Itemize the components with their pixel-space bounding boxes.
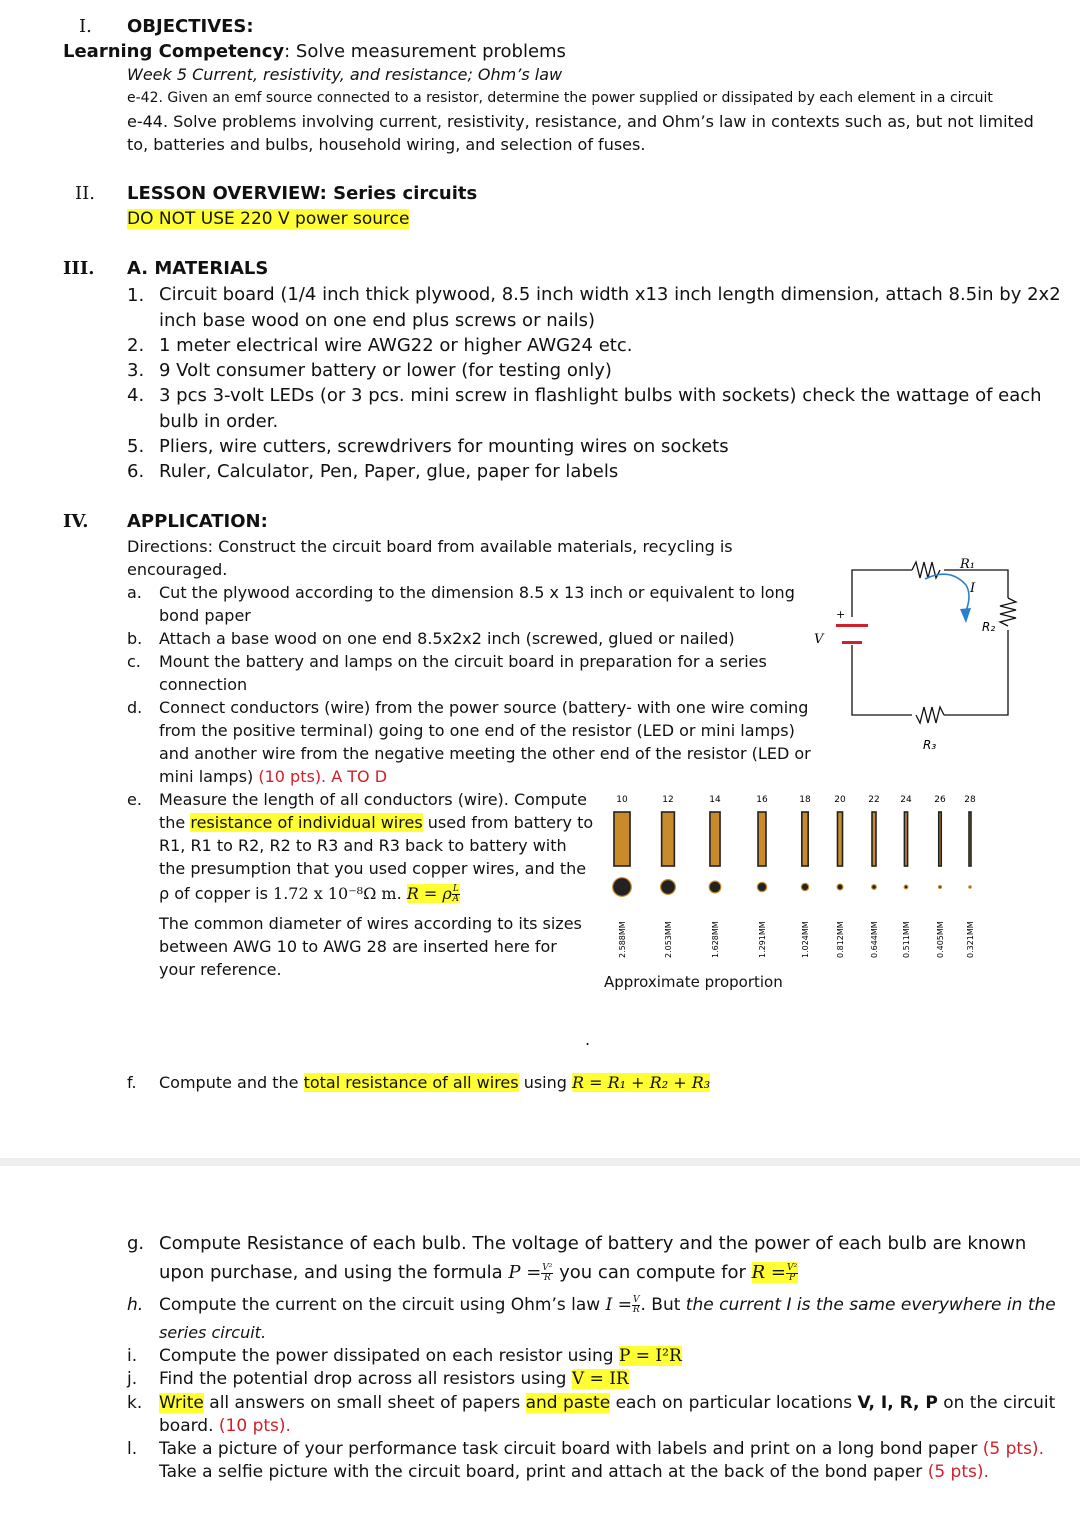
voltage-drop-formula: V = IR	[571, 1369, 629, 1389]
week-line: Week 5 Current, resistivity, and resistance; Ohm’s law	[127, 65, 563, 84]
battery-negative-plate	[842, 641, 862, 644]
awg-wire-section	[837, 884, 843, 890]
step-k-line1	[159, 1393, 1055, 1413]
step-e-line4: the presumption that you used copper wires, and the	[159, 859, 587, 878]
step-d-letter: d.	[127, 698, 143, 717]
step-k-text3: on the circuit	[937, 1393, 1056, 1413]
awg-gauge-label: 18	[799, 795, 811, 805]
awg-wire-section	[939, 886, 942, 889]
step-e-line7: between AWG 10 to AWG 28 are inserted here for	[159, 937, 557, 956]
rho-copper-text: ρ of copper is	[159, 884, 274, 903]
current-arrow	[925, 574, 969, 611]
material-1-line2: inch base wood on one end plus screws or nails)	[159, 310, 596, 331]
step-l-text2: Take a selfie picture with the circuit board, print and attach at the back of the bond paper	[159, 1462, 928, 1482]
ohms-law-num: V	[632, 1295, 640, 1305]
awg-gauge-label: 22	[868, 795, 880, 805]
circuit-wire-bottom-right	[944, 630, 1008, 715]
bulb-resistance-formula	[752, 1262, 798, 1283]
step-k-line2	[159, 1416, 291, 1436]
material-2-number: 2.	[127, 335, 145, 356]
step-g-text-a: upon purchase, and using the formula	[159, 1262, 509, 1283]
awg-diameter-label: 1.628MM	[711, 921, 720, 958]
bulb-resistance-lhs: R =	[751, 1262, 786, 1283]
circuit-wire-bottom-left	[852, 645, 912, 715]
material-4-line2: bulb in order.	[159, 411, 279, 432]
awg-gauge-label: 20	[834, 795, 846, 805]
step-j-line	[159, 1369, 629, 1389]
step-e-line2-a: the	[159, 813, 191, 832]
label-r1: R₁	[960, 557, 975, 572]
awg-wire-bar	[802, 812, 808, 866]
circuit-wire-top-left	[852, 570, 912, 617]
step-i-line	[159, 1346, 682, 1366]
page-divider	[0, 1158, 1080, 1166]
step-c-letter: c.	[127, 652, 141, 671]
awg-diameter-label: 2.053MM	[664, 921, 673, 958]
step-e-line8: your reference.	[159, 960, 282, 979]
awg-wire-section	[709, 881, 721, 893]
step-k-text2: each on particular locations	[610, 1393, 858, 1413]
step-l-text1: Take a picture of your performance task circuit board with labels and print on a long bond paper	[159, 1439, 983, 1459]
awg-marks	[613, 795, 976, 958]
battery-positive-plate	[836, 624, 868, 627]
label-plus: +	[836, 608, 846, 621]
awg-wire-bar	[872, 812, 876, 866]
awg-wire-section	[661, 880, 676, 895]
formula-den-A: A	[452, 894, 460, 904]
learning-competency	[63, 41, 566, 62]
step-c-line2: connection	[159, 675, 248, 694]
awg-wire-section	[872, 885, 877, 890]
step-c-line1: Mount the battery and lamps on the circuit board in preparation for a series	[159, 652, 767, 671]
awg-wire-bar	[614, 812, 630, 866]
resistor-r2	[1000, 598, 1016, 626]
material-3-line1: 9 Volt consumer battery or lower (for testing only)	[159, 360, 612, 381]
competency-e42: e-42. Given an emf source connected to a resistor, determine the power supplied or dissipated by each element in a circuit	[127, 90, 993, 106]
overview-heading	[127, 183, 477, 204]
material-1-line1: Circuit board (1/4 inch thick plywood, 8.5 inch width x13 inch length dimension, attach 8.5in by 2x2	[159, 284, 1061, 305]
step-g-line1: Compute Resistance of each bulb. The voltage of battery and the power of each bulb are known	[159, 1233, 1027, 1254]
awg-wire-section	[801, 883, 808, 890]
resistance-formula-lhs: R = ρ	[406, 884, 452, 903]
series-circuit-diagram	[800, 535, 1040, 765]
step-l-points2: (5 pts).	[927, 1462, 989, 1482]
step-f-highlight: total resistance of all wires	[303, 1073, 519, 1092]
awg-gauge-label: 26	[934, 795, 946, 805]
awg-wire-bar	[758, 812, 766, 866]
awg-wire-bar	[710, 812, 720, 866]
section-number-4: IV.	[63, 511, 89, 532]
step-l-line2	[159, 1462, 989, 1482]
awg-gauge-label: 10	[616, 795, 628, 805]
step-d-points: (10 pts). A TO D	[258, 767, 388, 786]
material-1-number: 1.	[127, 285, 145, 306]
power-formula	[508, 1262, 553, 1283]
step-k-letter: k.	[127, 1393, 143, 1413]
step-e-line5	[159, 884, 460, 904]
step-d-line1: Connect conductors (wire) from the power source (battery- with one wire coming	[159, 698, 809, 717]
materials-heading: A. MATERIALS	[127, 258, 269, 279]
objectives-heading	[127, 16, 254, 37]
awg-wire-section	[613, 878, 632, 897]
material-6-number: 6.	[127, 461, 145, 482]
step-h-line2: series circuit.	[159, 1323, 267, 1342]
step-e-line2	[159, 813, 593, 832]
step-g-letter: g.	[127, 1233, 145, 1254]
section-number-2: II.	[75, 183, 95, 204]
awg-diameter-label: 0.405MM	[936, 921, 945, 958]
awg-wire-section	[757, 882, 766, 891]
step-l-line1	[159, 1439, 1044, 1459]
material-3-number: 3.	[127, 360, 145, 381]
awg-diameter-label: 0.812MM	[836, 921, 845, 958]
step-a-letter: a.	[127, 583, 142, 602]
stray-dot: .	[585, 1030, 591, 1049]
competency-text: : Solve measurement problems	[284, 41, 566, 62]
step-b-letter: b.	[127, 629, 143, 648]
awg-diameter-label: 0.321MM	[966, 921, 975, 958]
bulb-resistance-den: P	[788, 1272, 796, 1283]
awg-diameter-label: 0.644MM	[870, 921, 879, 958]
current-arrow-head	[960, 608, 971, 623]
step-l-letter: l.	[127, 1439, 138, 1459]
step-h-line1	[159, 1295, 1056, 1315]
material-4-line1: 3 pcs 3-volt LEDs (or 3 pcs. mini screw in flashlight bulbs with sockets) check the wattage of each	[159, 385, 1042, 406]
step-a-line1: Cut the plywood according to the dimension 8.5 x 13 inch or equivalent to long	[159, 583, 795, 602]
power-formula-den: R	[543, 1272, 551, 1283]
step-h-letter: h.	[127, 1295, 144, 1315]
label-r2: R₂	[982, 620, 996, 634]
step-k-points: (10 pts).	[218, 1416, 291, 1436]
step-k-write: Write	[159, 1393, 204, 1413]
step-f-text-a: Compute and the	[159, 1073, 304, 1092]
step-i-text: Compute the power dissipated on each resistor using	[159, 1346, 619, 1366]
awg-diameter-label: 1.291MM	[758, 921, 767, 958]
competency-label: Learning Competency	[63, 41, 285, 62]
section-number-3: III.	[63, 258, 95, 279]
step-b-line1: Attach a base wood on one end 8.5x2x2 inch (screwed, glued or nailed)	[159, 629, 735, 648]
directions-line1: Directions: Construct the circuit board from available materials, recycling is	[127, 537, 733, 556]
rho-copper-value: 1.72 x 10⁻⁸Ω m.	[273, 884, 402, 903]
step-h-text-a: Compute the current on the circuit using Ohm’s law	[159, 1295, 606, 1315]
power-formula-lhs: P =	[508, 1262, 542, 1283]
overview-title: LESSON OVERVIEW	[127, 183, 320, 204]
awg-gauge-label: 12	[662, 795, 674, 805]
section-number-1: I.	[79, 16, 92, 37]
awg-wire-chart	[600, 790, 990, 970]
formula-num-L: L	[452, 884, 459, 894]
power-formula-num: V²	[542, 1262, 553, 1273]
directions-line2: encouraged.	[127, 560, 228, 579]
power-source-warning: DO NOT USE 220 V power source	[127, 209, 410, 229]
label-r3: R₃	[923, 738, 937, 752]
awg-gauge-label: 14	[709, 795, 721, 805]
awg-wire-section	[969, 886, 971, 888]
material-5-number: 5.	[127, 436, 145, 457]
step-j-text: Find the potential drop across all resistors using	[159, 1369, 572, 1389]
step-g-text-b: you can compute for	[553, 1262, 752, 1283]
competency-e44-line1: e-44. Solve problems involving current, resistivity, resistance, and Ohm’s law in contexts such as, but not limited	[127, 112, 1034, 131]
overview-subtitle: : Series circuits	[319, 183, 478, 204]
awg-diameter-label: 0.511MM	[902, 921, 911, 958]
step-a-line2: bond paper	[159, 606, 251, 625]
step-e-line2-b: used from battery to	[422, 813, 594, 832]
step-e-line6: The common diameter of wires according to its sizes	[159, 914, 582, 933]
step-d-line2: from the positive terminal) going to one end of the resistor (LED or mini lamps)	[159, 721, 795, 740]
ohms-law-den: R	[632, 1305, 640, 1315]
step-e-line3: R1, R1 to R2, R2 to R3 and R3 back to battery with	[159, 836, 567, 855]
competency-e44-line2: to, batteries and bulbs, household wiring, and selection of fuses.	[127, 135, 646, 154]
application-heading: APPLICATION:	[127, 511, 268, 532]
resistor-r3	[916, 707, 944, 723]
awg-wire-bar	[904, 812, 907, 866]
step-e-letter: e.	[127, 790, 142, 809]
power-dissipated-formula: P = I²R	[618, 1346, 682, 1366]
step-j-letter: j.	[127, 1369, 138, 1389]
label-current: I	[970, 581, 976, 596]
awg-gauge-label: 24	[900, 795, 912, 805]
material-4-number: 4.	[127, 385, 145, 406]
awg-wire-bar	[969, 812, 971, 866]
awg-diameter-label: 2.588MM	[618, 921, 627, 958]
material-5-line1: Pliers, wire cutters, screwdrivers for mounting wires on sockets	[159, 436, 729, 457]
step-d-text: mini lamps)	[159, 767, 259, 786]
resistance-formula	[407, 884, 460, 903]
step-i-letter: i.	[127, 1346, 138, 1366]
ohms-law-lhs: I =	[605, 1295, 632, 1315]
step-f-letter: f.	[127, 1073, 137, 1092]
awg-caption: Approximate proportion	[604, 973, 783, 991]
circuit-wire-top-right	[944, 570, 1008, 598]
ohms-law-formula	[606, 1295, 641, 1315]
step-g-line2	[159, 1262, 798, 1283]
step-k-board: board.	[159, 1416, 219, 1436]
step-f-text-b: using	[518, 1073, 572, 1092]
step-h-text-b: . But	[640, 1295, 686, 1315]
objectives-title: OBJECTIVES	[127, 16, 247, 37]
objectives-colon: :	[246, 16, 254, 37]
label-voltage: V	[814, 632, 824, 647]
step-k-paste: and paste	[525, 1393, 611, 1413]
awg-wire-section	[904, 885, 908, 889]
total-resistance-formula: R = R₁ + R₂ + R₃	[572, 1073, 711, 1092]
awg-gauge-label: 16	[756, 795, 768, 805]
awg-wire-bar	[939, 812, 942, 866]
step-d-line3: and another wire from the negative meeting the other end of the resistor (LED or	[159, 744, 811, 763]
awg-gauge-label: 28	[964, 795, 976, 805]
step-k-vipr: V, I, R, P	[857, 1393, 938, 1413]
step-e-highlight: resistance of individual wires	[190, 813, 423, 832]
material-2-line1: 1 meter electrical wire AWG22 or higher AWG24 etc.	[159, 335, 633, 356]
step-h-text-c: the current I is the same everywhere in the	[685, 1295, 1056, 1315]
awg-wire-bar	[837, 812, 842, 866]
step-e-line1: Measure the length of all conductors (wire). Compute	[159, 790, 587, 809]
material-6-line1: Ruler, Calculator, Pen, Paper, glue, paper for labels	[159, 461, 619, 482]
awg-diameter-label: 1.024MM	[801, 921, 810, 958]
step-f-line1	[159, 1073, 710, 1092]
step-k-text1: all answers on small sheet of papers	[203, 1393, 526, 1413]
step-l-points1: (5 pts).	[982, 1439, 1044, 1459]
bulb-resistance-num: V²	[786, 1262, 798, 1273]
step-d-line4	[159, 767, 387, 786]
awg-wire-bar	[662, 812, 675, 866]
